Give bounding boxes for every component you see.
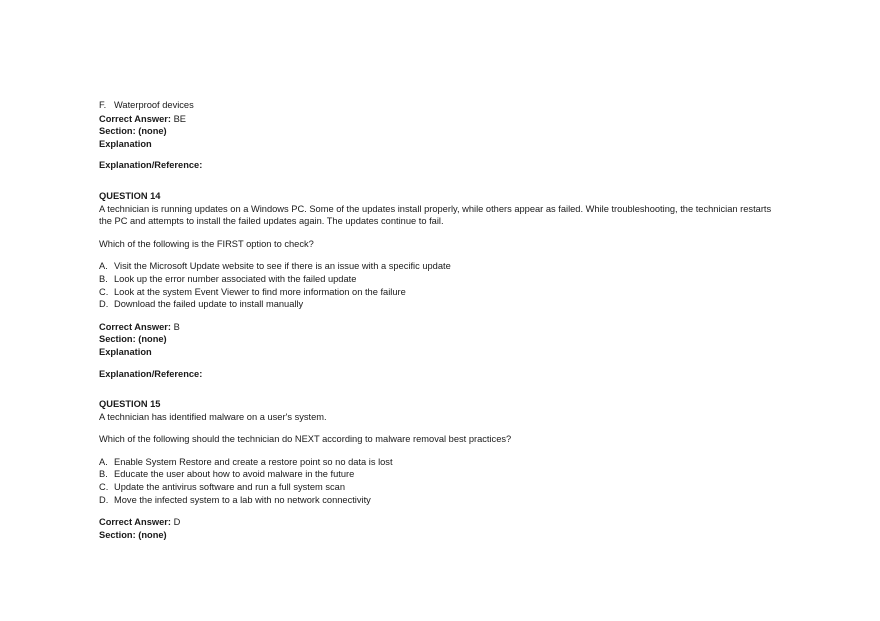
section-label: Section: (none): [99, 126, 167, 137]
option-text: Visit the Microsoft Update website to see if there is an issue with a specific update: [114, 261, 451, 272]
option-text: Educate the user about how to avoid malware in the future: [114, 469, 355, 480]
option-c: [99, 481, 779, 494]
question-15-heading: QUESTION 15: [99, 399, 161, 410]
option-a: [99, 260, 779, 273]
option-letter: F.: [99, 100, 107, 110]
option-text: Update the antivirus software and run a full system scan: [114, 482, 345, 493]
correct-answer: [99, 321, 779, 334]
explanation-reference-label: Explanation/Reference:: [99, 160, 203, 171]
correct-answer: [99, 113, 779, 126]
section-label: Section: (none): [99, 334, 167, 345]
option-letter: A.: [99, 456, 108, 467]
option-text: Waterproof devices: [114, 100, 194, 110]
option-text: Move the infected system to a lab with no network connectivity: [114, 494, 371, 505]
correct-answer-label: Correct Answer:: [99, 517, 171, 528]
option-a: [99, 456, 779, 469]
correct-answer-label: Correct Answer:: [99, 113, 171, 124]
option-text: Look at the system Event Viewer to find more information on the failure: [114, 286, 406, 297]
correct-answer-label: Correct Answer:: [99, 321, 171, 332]
option-b: [99, 273, 779, 286]
correct-answer-value: D: [173, 517, 181, 528]
option-letter: A.: [99, 261, 108, 272]
option-text: Enable System Restore and create a restore point so no data is lost: [114, 456, 393, 467]
option-letter: D.: [99, 494, 109, 505]
question-15-text: A technician has identified malware on a user's system.: [99, 411, 327, 422]
explanation-label: Explanation: [99, 346, 152, 357]
correct-answer-value: B: [173, 321, 180, 332]
question-14-text: A technician is running updates on a Windows PC. Some of the updates install properly, while others appear as failed. While troubleshooting, the technician restarts the PC and attempts to install the failed updates again. The updates continue to fail.: [99, 203, 772, 227]
option-text: Download the failed update to install manually: [114, 299, 304, 310]
question-14-prompt: Which of the following is the FIRST option to check?: [99, 238, 314, 249]
section-label: Section: (none): [99, 529, 167, 540]
option-text: Look up the error number associated with the failed update: [114, 273, 357, 284]
question-14-heading: QUESTION 14: [99, 190, 161, 201]
option-b: [99, 468, 779, 481]
explanation-reference-label: Explanation/Reference:: [99, 368, 203, 379]
question-15-options: [99, 456, 779, 506]
question-15-prompt: Which of the following should the technician do NEXT according to malware removal best practices?: [99, 434, 512, 445]
document-page: [99, 99, 779, 541]
correct-answer-value: BE: [173, 113, 186, 124]
option-letter: B.: [99, 469, 108, 480]
option-letter: D.: [99, 299, 109, 310]
option-d: [99, 298, 779, 311]
question-14-options: [99, 260, 779, 310]
option-letter: C.: [99, 286, 109, 297]
option-c: [99, 286, 779, 299]
explanation-label: Explanation: [99, 138, 152, 149]
option-letter: C.: [99, 482, 109, 493]
option-f: [99, 99, 779, 112]
correct-answer: [99, 516, 779, 529]
option-letter: B.: [99, 273, 108, 284]
option-d: [99, 494, 779, 507]
